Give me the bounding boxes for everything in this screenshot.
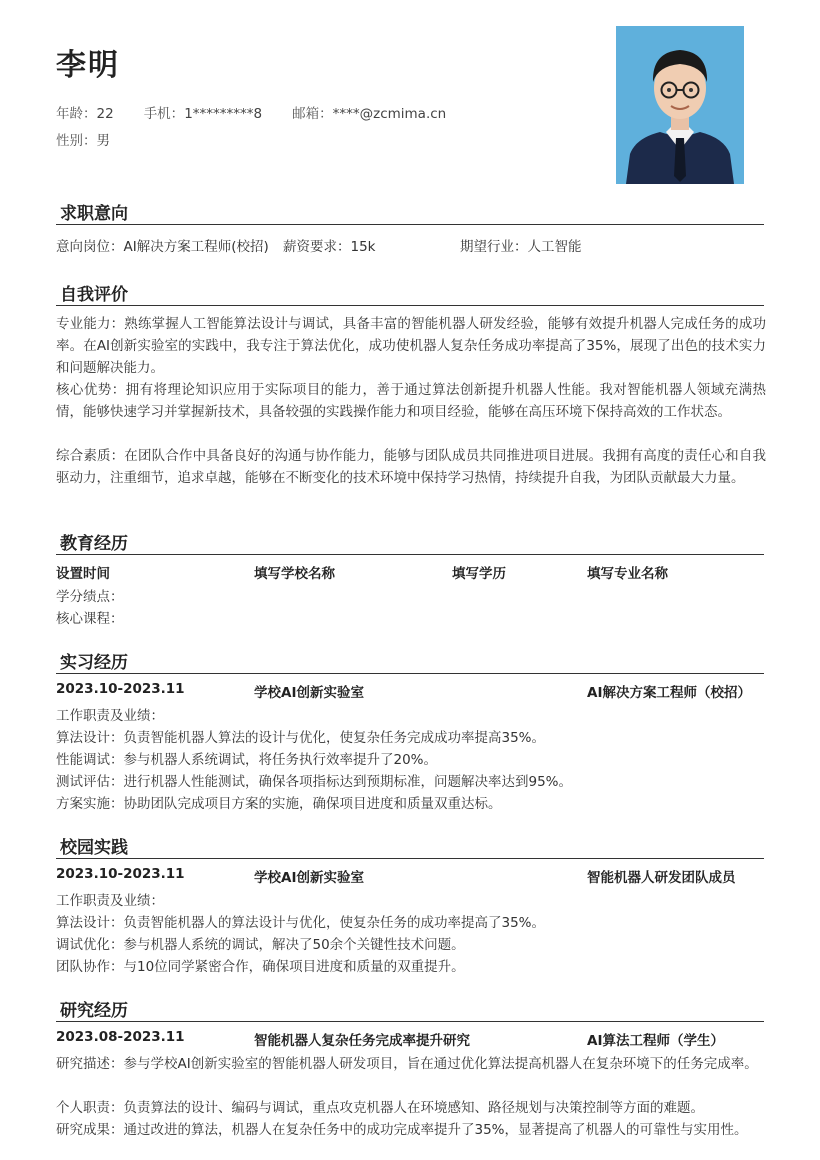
internship-line: 工作职责及业绩： [56,708,164,724]
education-degree: 填写学历 [452,566,506,582]
candidate-name: 李明 [56,48,120,83]
self-eval-professional: 专业能力：熟练掌握人工智能算法设计与调试，具备丰富的智能机器人研发经验，能够有效提升机器人完成任务的成功率。在AI创新实验室的实践中，我专注于算法优化，成功使机器人复杂任务成功率提高了35%，展现了出色的技术实力和问题解决能力。 [56,316,766,376]
intent-position: 意向岗位：AI解决方案工程师(校招) [56,239,269,255]
research-time: 2023.08-2023.11 [56,1029,185,1045]
section-campus-practice: 校园实践 [56,831,764,859]
intent-salary: 薪资要求：15k [283,239,376,255]
section-education: 教育经历 [56,527,764,555]
campus-line: 算法设计：负责智能机器人的算法设计与优化，使复杂任务的成功率提高了35%。 [56,915,546,931]
internship-time: 2023.10-2023.11 [56,681,185,697]
section-job-intent: 求职意向 [56,197,764,225]
internship-org: 学校AI创新实验室 [254,685,364,701]
research-description: 研究描述：参与学校AI创新实验室的智能机器人研发项目，旨在通过优化算法提高机器人在复杂环境下的任务完成率。 [56,1056,758,1072]
campus-role: 智能机器人研发团队成员 [587,870,736,886]
campus-org: 学校AI创新实验室 [254,870,364,886]
section-research: 研究经历 [56,994,764,1022]
age-value: 22 [96,106,114,122]
gender-value: 男 [96,133,110,149]
phone-field: 手机：1*********8 [143,106,263,122]
education-major: 填写专业名称 [587,566,668,582]
education-time: 设置时间 [56,566,110,582]
campus-line: 团队协作：与10位同学紧密合作，确保项目进度和质量的双重提升。 [56,959,465,975]
campus-header-row [56,866,764,888]
gender-field: 性别：男 [56,133,110,149]
internship-role: AI解决方案工程师（校招） [587,685,751,701]
profile-photo [616,26,744,184]
campus-line: 调试优化：参与机器人系统的调试，解决了50余个关键性技术问题。 [56,937,465,953]
basic-info-row-2 [56,129,140,149]
research-project: 智能机器人复杂任务完成率提升研究 [254,1033,470,1049]
section-self-evaluation: 自我评价 [56,278,764,306]
internship-line: 测试评估：进行机器人性能测试，确保各项指标达到预期标准，问题解决率达到95%。 [56,774,573,790]
email-field: 邮箱：****@zcmima.cn [292,106,447,122]
basic-info-row-1 [56,102,476,122]
research-role: AI算法工程师（学生） [587,1033,724,1049]
self-eval-quality: 综合素质：在团队合作中具备良好的沟通与协作能力，能够与团队成员共同推进项目进展。我拥有高度的责任心和自我驱动力，注重细节，追求卓越，能够在不断变化的技术环境中保持学习热情，持续提升自我，为团队贡献最大力量。 [56,448,766,486]
research-result: 研究成果：通过改进的算法，机器人在复杂任务中的成功完成率提升了35%，显著提高了机器人的可靠性与实用性。 [56,1122,748,1138]
portrait-illustration [616,26,744,184]
education-courses: 核心课程： [56,611,124,627]
email-value: ****@zcmima.cn [332,106,447,122]
campus-line: 工作职责及业绩： [56,893,164,909]
phone-value: 1*********8 [184,106,263,122]
internship-line: 方案实施：协助团队完成项目方案的实施，确保项目进度和质量双重达标。 [56,796,502,812]
campus-time: 2023.10-2023.11 [56,866,185,882]
education-header-row [56,562,764,584]
education-school: 填写学校名称 [254,566,335,582]
internship-line: 算法设计：负责智能机器人算法的设计与优化，使复杂任务完成成功率提高35%。 [56,730,546,746]
section-internship: 实习经历 [56,646,764,674]
education-gpa: 学分绩点： [56,589,124,605]
intent-industry: 期望行业：人工智能 [460,239,582,255]
internship-header-row [56,681,764,703]
research-responsibility: 个人职责：负责算法的设计、编码与调试，重点攻克机器人在环境感知、路径规划与决策控制等方面的难题。 [56,1100,704,1116]
self-eval-advantage: 核心优势：拥有将理论知识应用于实际项目的能力，善于通过算法创新提升机器人性能。我对智能机器人领域充满热情，能够快速学习并掌握新技术，具备较强的实践操作能力和项目经验，能够在高压环境下保持高效的工作状态。 [56,382,766,420]
internship-line: 性能调试：参与机器人系统调试，将任务执行效率提升了20%。 [56,752,438,768]
research-header-row [56,1029,764,1051]
age-field: 年龄：22 [56,106,114,122]
